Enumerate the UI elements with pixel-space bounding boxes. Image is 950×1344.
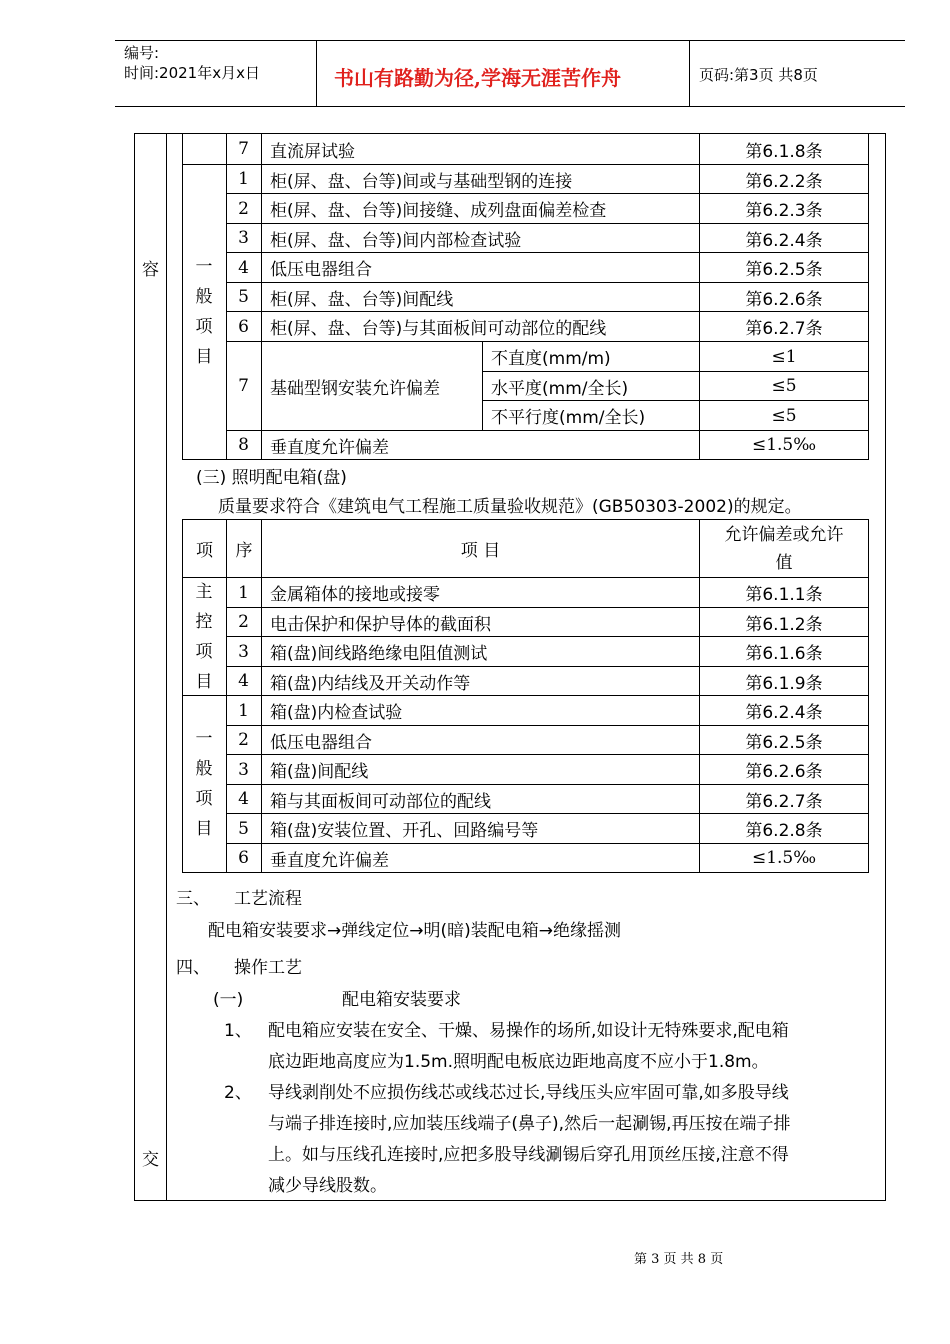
operation-item1-line: 配电箱应安装在安全、干燥、易操作的场所,如设计无特殊要求,配电箱 — [268, 1021, 789, 1041]
table2-general-std: 第6.2.7条 — [745, 791, 823, 812]
table2-header-cat: 项 — [196, 541, 213, 561]
table2-main-std: 第6.1.6条 — [745, 644, 823, 664]
table2-main-item: 箱(盘)内结线及开关动作等 — [270, 673, 471, 694]
table1-row8-item: 垂直度允许偏差 — [270, 437, 389, 458]
operation-item1-line: 底边距地高度应为1.5m.照明配电板底边距地高度不应小于1.8m。 — [268, 1052, 769, 1072]
motto-text: 书山有路勤为径,学海无涯苦作舟 — [334, 66, 621, 90]
table2-main-std: 第6.1.2条 — [745, 614, 823, 635]
table1-row7-seq: 7 — [238, 376, 249, 396]
table1-row-std: 第6.2.3条 — [745, 201, 823, 221]
table2-main-item: 金属箱体的接地或接零 — [270, 585, 440, 605]
operation-heading: 操作工艺 — [234, 958, 302, 978]
footer-page-number: 第 3 页 共 8 页 — [634, 1252, 724, 1267]
table2-general-item: 垂直度允许偏差 — [270, 850, 389, 871]
table1-general-label: 一 般 项 目 — [195, 257, 213, 367]
section3-title: (三) 照明配电箱(盘) — [196, 468, 347, 488]
table2-main-item: 箱(盘)间线路绝缘电阻值测试 — [270, 644, 488, 664]
table1-row-std: 第6.2.5条 — [745, 260, 823, 280]
table2-main-seq: 2 — [238, 612, 249, 632]
table2-general-seq: 4 — [238, 789, 249, 809]
operation-item2-num: 2、 — [224, 1083, 252, 1103]
table1-row-seq: 4 — [238, 257, 249, 278]
operation-sub-num: (一) — [213, 990, 244, 1010]
table1-main-std: 第6.1.8条 — [745, 141, 823, 162]
table1-row-std: 第6.2.7条 — [745, 319, 823, 339]
table1-row-std: 第6.2.6条 — [745, 289, 823, 310]
table2-main-label: 主 控 项 目 — [195, 581, 213, 692]
table2-general-std: 第6.2.4条 — [745, 703, 823, 723]
table2-general-seq: 3 — [238, 759, 249, 780]
table2-general-item: 箱与其面板间可动部位的配线 — [270, 791, 491, 812]
header-page-label: 页码:第3页 共8页 — [699, 66, 818, 84]
process-heading-num: 三、 — [176, 889, 210, 909]
operation-heading-num: 四、 — [176, 958, 210, 978]
table1-row-std: 第6.2.2条 — [745, 171, 823, 192]
table2-general-std: 第6.2.5条 — [745, 732, 823, 753]
table2-general-label: 一 般 项 目 — [195, 729, 213, 839]
table2-general-std: 第6.2.6条 — [745, 762, 823, 782]
table1-sub-name: 不直度(mm/m) — [491, 349, 611, 369]
table1-row7-item: 基础型钢安装允许偏差 — [270, 378, 440, 399]
table2-general-item: 低压电器组合 — [270, 732, 372, 753]
table1-row-item: 柜(屏、盘、台等)间或与基础型钢的连接 — [270, 171, 573, 192]
side-char-bottom: 交 — [142, 1150, 159, 1170]
operation-item2-line: 导线剥削处不应损伤线芯或线芯过长,导线压头应牢固可靠,如多股导线 — [268, 1083, 789, 1103]
process-heading: 工艺流程 — [234, 889, 302, 909]
table1-row-seq: 1 — [238, 169, 249, 189]
table1-sub-std: ≤5 — [771, 376, 797, 396]
table1-row-seq: 5 — [238, 287, 249, 307]
table1-row-item: 低压电器组合 — [270, 260, 372, 280]
table2-general-item: 箱(盘)安装位置、开孔、回路编号等 — [270, 821, 539, 841]
table1-row8-std: ≤1.5‰ — [751, 435, 817, 455]
operation-item2-line: 减少导线股数。 — [268, 1176, 387, 1196]
operation-item2-line: 与端子排连接时,应加装压线端子(鼻子),然后一起涮锡,再压按在端子排 — [268, 1114, 791, 1134]
table1-sub-std: ≤1 — [771, 346, 797, 367]
doc-time-label: 时间:2021年x月x日 — [124, 64, 260, 82]
side-char-top: 容 — [142, 260, 159, 280]
table2-general-seq: 2 — [238, 730, 249, 750]
table2-general-seq: 1 — [238, 700, 249, 721]
section3-desc: 质量要求符合《建筑电气工程施工质量验收规范》(GB50303-2002)的规定。 — [218, 497, 802, 517]
table2-header-item: 项 目 — [460, 541, 501, 561]
table1-row-item: 柜(屏、盘、台等)间内部检查试验 — [270, 230, 522, 251]
table1-row-item: 柜(屏、盘、台等)与其面板间可动部位的配线 — [270, 319, 607, 339]
table2-header-std: 允许偏差或允许 值 — [724, 524, 844, 573]
table2-main-item: 电击保护和保护导体的截面积 — [270, 614, 491, 635]
table2-general-item: 箱(盘)间配线 — [270, 762, 369, 782]
table1-row-item: 柜(屏、盘、台等)间配线 — [270, 289, 454, 310]
operation-item1-num: 1、 — [224, 1021, 252, 1041]
table1-sub-std: ≤5 — [771, 405, 797, 426]
table2-main-seq: 1 — [238, 582, 249, 603]
table1-row-seq: 2 — [238, 198, 249, 219]
table2-main-seq: 3 — [238, 641, 249, 662]
table1-row-seq: 3 — [238, 228, 249, 248]
table2-general-seq: 5 — [238, 818, 249, 839]
table1-row-seq: 6 — [238, 316, 249, 337]
table1-sub-name: 不平行度(mm/全长) — [491, 408, 646, 428]
table1-row-item: 柜(屏、盘、台等)间接缝、成列盘面偏差检查 — [270, 201, 607, 221]
table2-general-std: 第6.2.8条 — [745, 821, 823, 841]
table1-row8-seq: 8 — [238, 435, 249, 455]
table2-main-std: 第6.1.1条 — [745, 585, 823, 605]
table2-main-seq: 4 — [238, 671, 249, 691]
table2-general-item: 箱(盘)内检查试验 — [270, 703, 403, 723]
operation-item2-line: 上。如与压线孔连接时,应把多股导线涮锡后穿孔用顶丝压接,注意不得 — [268, 1145, 789, 1165]
operation-sub-title: 配电箱安装要求 — [342, 990, 461, 1010]
table1-row-std: 第6.2.4条 — [745, 230, 823, 251]
table1-main-item: 直流屏试验 — [270, 141, 355, 162]
table2-main-std: 第6.1.9条 — [745, 673, 823, 694]
table1-sub-name: 水平度(mm/全长) — [491, 378, 629, 399]
table2-general-std: ≤1.5‰ — [751, 848, 817, 868]
table2-header-seq: 序 — [235, 541, 253, 561]
process-flow: 配电箱安装要求→弹线定位→明(暗)装配电箱→绝缘摇测 — [208, 921, 621, 941]
table2-general-seq: 6 — [238, 848, 249, 868]
table1-main-seq: 7 — [238, 139, 249, 159]
doc-number-label: 编号: — [124, 44, 160, 62]
